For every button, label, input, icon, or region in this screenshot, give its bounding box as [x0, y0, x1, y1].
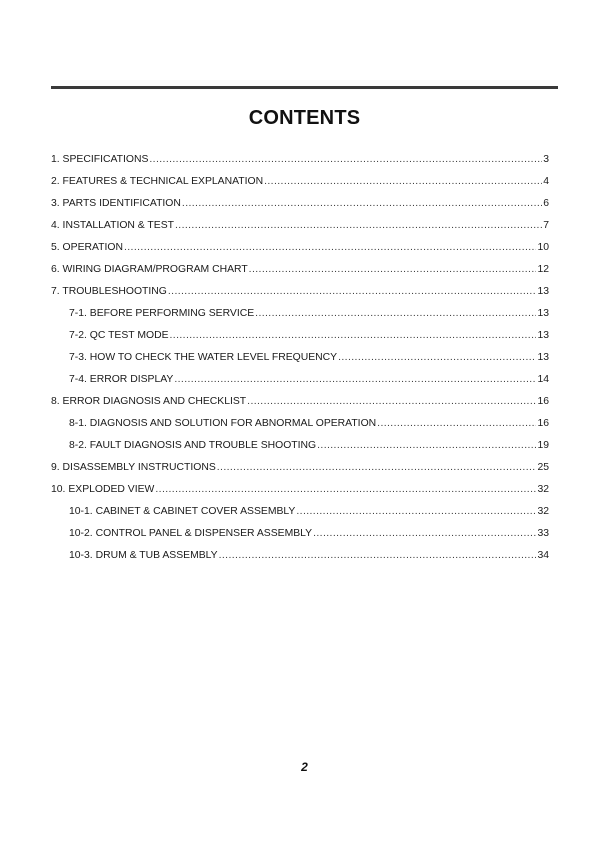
toc-entry[interactable]	[51, 151, 549, 173]
toc-dot-leader	[338, 349, 536, 366]
toc-dot-leader	[219, 547, 537, 564]
toc-entry[interactable]	[51, 349, 549, 371]
toc-entry-title: 10-3. DRUM & TUB ASSEMBLY	[69, 550, 218, 561]
toc-entry-title: 2. FEATURES & TECHNICAL EXPLANATION	[51, 176, 264, 187]
toc-entry-page: 13	[537, 330, 549, 341]
toc-entry-title: 10-2. CONTROL PANEL & DISPENSER ASSEMBLY	[69, 528, 313, 539]
toc-entry-title: 7. TROUBLESHOOTING	[51, 286, 167, 297]
toc-entry-page: 16	[537, 418, 549, 429]
toc-entry-title: 5. OPERATION	[51, 242, 123, 253]
toc-entry-page: 32	[537, 506, 549, 517]
toc-dot-leader	[264, 173, 542, 190]
toc-entry[interactable]	[51, 393, 549, 415]
toc-entry[interactable]	[51, 327, 549, 349]
table-of-contents	[51, 151, 549, 569]
toc-entry[interactable]	[51, 239, 549, 261]
toc-entry[interactable]	[51, 305, 549, 327]
toc-entry[interactable]	[51, 503, 549, 525]
toc-entry[interactable]	[51, 371, 549, 393]
toc-entry[interactable]	[51, 481, 549, 503]
toc-entry-page: 33	[537, 528, 549, 539]
toc-dot-leader	[313, 525, 536, 542]
header-rule	[51, 86, 558, 89]
toc-entry-title: 7-2. QC TEST MODE	[69, 330, 169, 341]
toc-dot-leader	[155, 481, 536, 498]
toc-dot-leader	[170, 327, 537, 344]
page-number: 2	[301, 760, 308, 774]
toc-entry-page: 14	[537, 374, 549, 385]
toc-entry[interactable]	[51, 437, 549, 459]
toc-entry-page: 25	[537, 462, 549, 473]
toc-dot-leader	[255, 305, 536, 322]
toc-entry-page: 19	[537, 440, 549, 451]
toc-entry-page: 10	[537, 242, 549, 253]
toc-entry-title: 8. ERROR DIAGNOSIS AND CHECKLIST	[51, 396, 247, 407]
toc-entry[interactable]	[51, 459, 549, 481]
toc-entry-page: 4	[543, 176, 549, 187]
toc-dot-leader	[182, 195, 542, 212]
toc-entry-page: 6	[543, 198, 549, 209]
toc-dot-leader	[168, 283, 537, 300]
toc-dot-leader	[149, 151, 542, 168]
toc-entry[interactable]	[51, 283, 549, 305]
toc-entry-page: 7	[543, 220, 549, 231]
toc-entry-title: 4. INSTALLATION & TEST	[51, 220, 174, 231]
toc-entry-page: 12	[537, 264, 549, 275]
toc-entry[interactable]	[51, 195, 549, 217]
toc-entry-title: 8-2. FAULT DIAGNOSIS AND TROUBLE SHOOTING	[69, 440, 317, 451]
toc-entry-title: 7-1. BEFORE PERFORMING SERVICE	[69, 308, 255, 319]
toc-dot-leader	[175, 217, 542, 234]
toc-entry-page: 16	[537, 396, 549, 407]
toc-entry-page: 34	[537, 550, 549, 561]
toc-entry-title: 3. PARTS IDENTIFICATION	[51, 198, 181, 209]
toc-entry-page: 3	[543, 154, 549, 165]
toc-entry[interactable]	[51, 217, 549, 239]
toc-entry-title: 8-1. DIAGNOSIS AND SOLUTION FOR ABNORMAL OPERATION	[69, 418, 377, 429]
toc-entry-title: 1. SPECIFICATIONS	[51, 154, 149, 165]
toc-dot-leader	[174, 371, 536, 388]
toc-entry-page: 13	[537, 352, 549, 363]
toc-dot-leader	[249, 261, 537, 278]
toc-entry-page: 13	[537, 286, 549, 297]
toc-entry-title: 6. WIRING DIAGRAM/PROGRAM CHART	[51, 264, 248, 275]
toc-entry[interactable]	[51, 525, 549, 547]
toc-dot-leader	[377, 415, 536, 432]
toc-entry[interactable]	[51, 415, 549, 437]
toc-dot-leader	[247, 393, 536, 410]
toc-dot-leader	[217, 459, 537, 476]
toc-entry[interactable]	[51, 173, 549, 195]
toc-dot-leader	[317, 437, 536, 454]
page-title: CONTENTS	[248, 107, 361, 129]
toc-entry-title: 7-3. HOW TO CHECK THE WATER LEVEL FREQUENCY	[69, 352, 338, 363]
toc-dot-leader	[124, 239, 536, 256]
toc-entry-page: 13	[537, 308, 549, 319]
toc-entry-title: 7-4. ERROR DISPLAY	[69, 374, 174, 385]
toc-entry[interactable]	[51, 261, 549, 283]
toc-entry-title: 9. DISASSEMBLY INSTRUCTIONS	[51, 462, 216, 473]
toc-entry[interactable]	[51, 547, 549, 569]
toc-entry-title: 10. EXPLODED VIEW	[51, 484, 155, 495]
toc-entry-title: 10-1. CABINET & CABINET COVER ASSEMBLY	[69, 506, 296, 517]
toc-entry-page: 32	[537, 484, 549, 495]
toc-dot-leader	[296, 503, 536, 520]
